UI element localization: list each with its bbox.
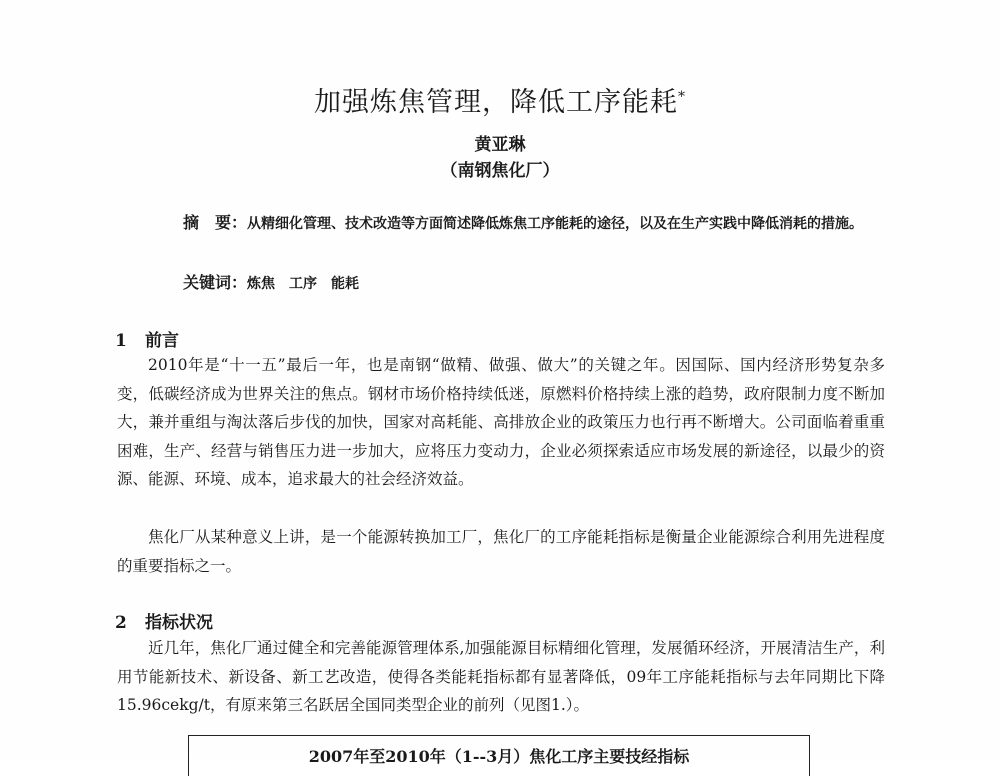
author-affiliation: （南钢焦化厂） — [440, 161, 560, 181]
paragraph: 近几年，焦化厂通过健全和完善能源管理体系,加强能源目标精细化管理，发展循环经济，开展清洁生产，利用节能新技术、新设备、新工艺改造，使得各类能耗指标都有显著降低，09年工序能耗指标与去年同期比下降15.96cekg/t，有原来第三名跃居全国同类型企业的前列（见图1.）。 — [117, 639, 885, 714]
author-name: 黄亚琳 — [474, 135, 526, 155]
paper-title — [0, 80, 1000, 119]
abstract — [143, 210, 863, 237]
title-footnote-mark: * — [678, 89, 686, 105]
section-number: 1 — [115, 331, 127, 351]
section-heading-2 — [115, 608, 213, 633]
paragraph: 焦化厂从某种意义上讲，是一个能源转换加工厂，焦化厂的工序能耗指标是衡量企业能源综合利用先进程度的重要指标之一。 — [117, 528, 885, 575]
keywords — [183, 270, 359, 293]
section-title: 前言 — [145, 331, 179, 351]
section-title: 指标状况 — [145, 613, 213, 633]
section-number: 2 — [115, 613, 127, 633]
keywords-text: 炼焦 工序 能耗 — [247, 276, 360, 292]
title-text: 加强炼焦管理，降低工序能耗 — [314, 87, 678, 118]
abstract-text: 从精细化管理、技术改造等方面简述降低炼焦工序能耗的途径，以及在生产实践中降低消耗的措施。 — [247, 216, 864, 232]
indicator-table — [188, 735, 810, 776]
section-heading-1 — [115, 326, 179, 351]
abstract-label: 摘 要： — [183, 213, 248, 232]
table-caption: 2007年至2010年（1--3月）焦化工序主要技经指标 — [308, 747, 690, 766]
keywords-label: 关键词： — [183, 273, 248, 292]
paragraph: 2010年是“十一五”最后一年，也是南钢“做精、做强、做大”的关键之年。因国际、国内经济形势复杂多变，低碳经济成为世界关注的焦点。钢材市场价格持续低迷，原燃料价格持续上涨的趋势，政府限制力度不断加大，兼并重组与淘汰落后步伐的加快，国家对高耗能、高排放企业的政策压力也行再不断增大。公司面临着重重困难，生产、经营与销售压力进一步加大，应将压力变动力，企业必须探索适应市场发展的新途径，以最少的资源、能源、环境、成本，追求最大的社会经济效益。 — [117, 356, 885, 488]
